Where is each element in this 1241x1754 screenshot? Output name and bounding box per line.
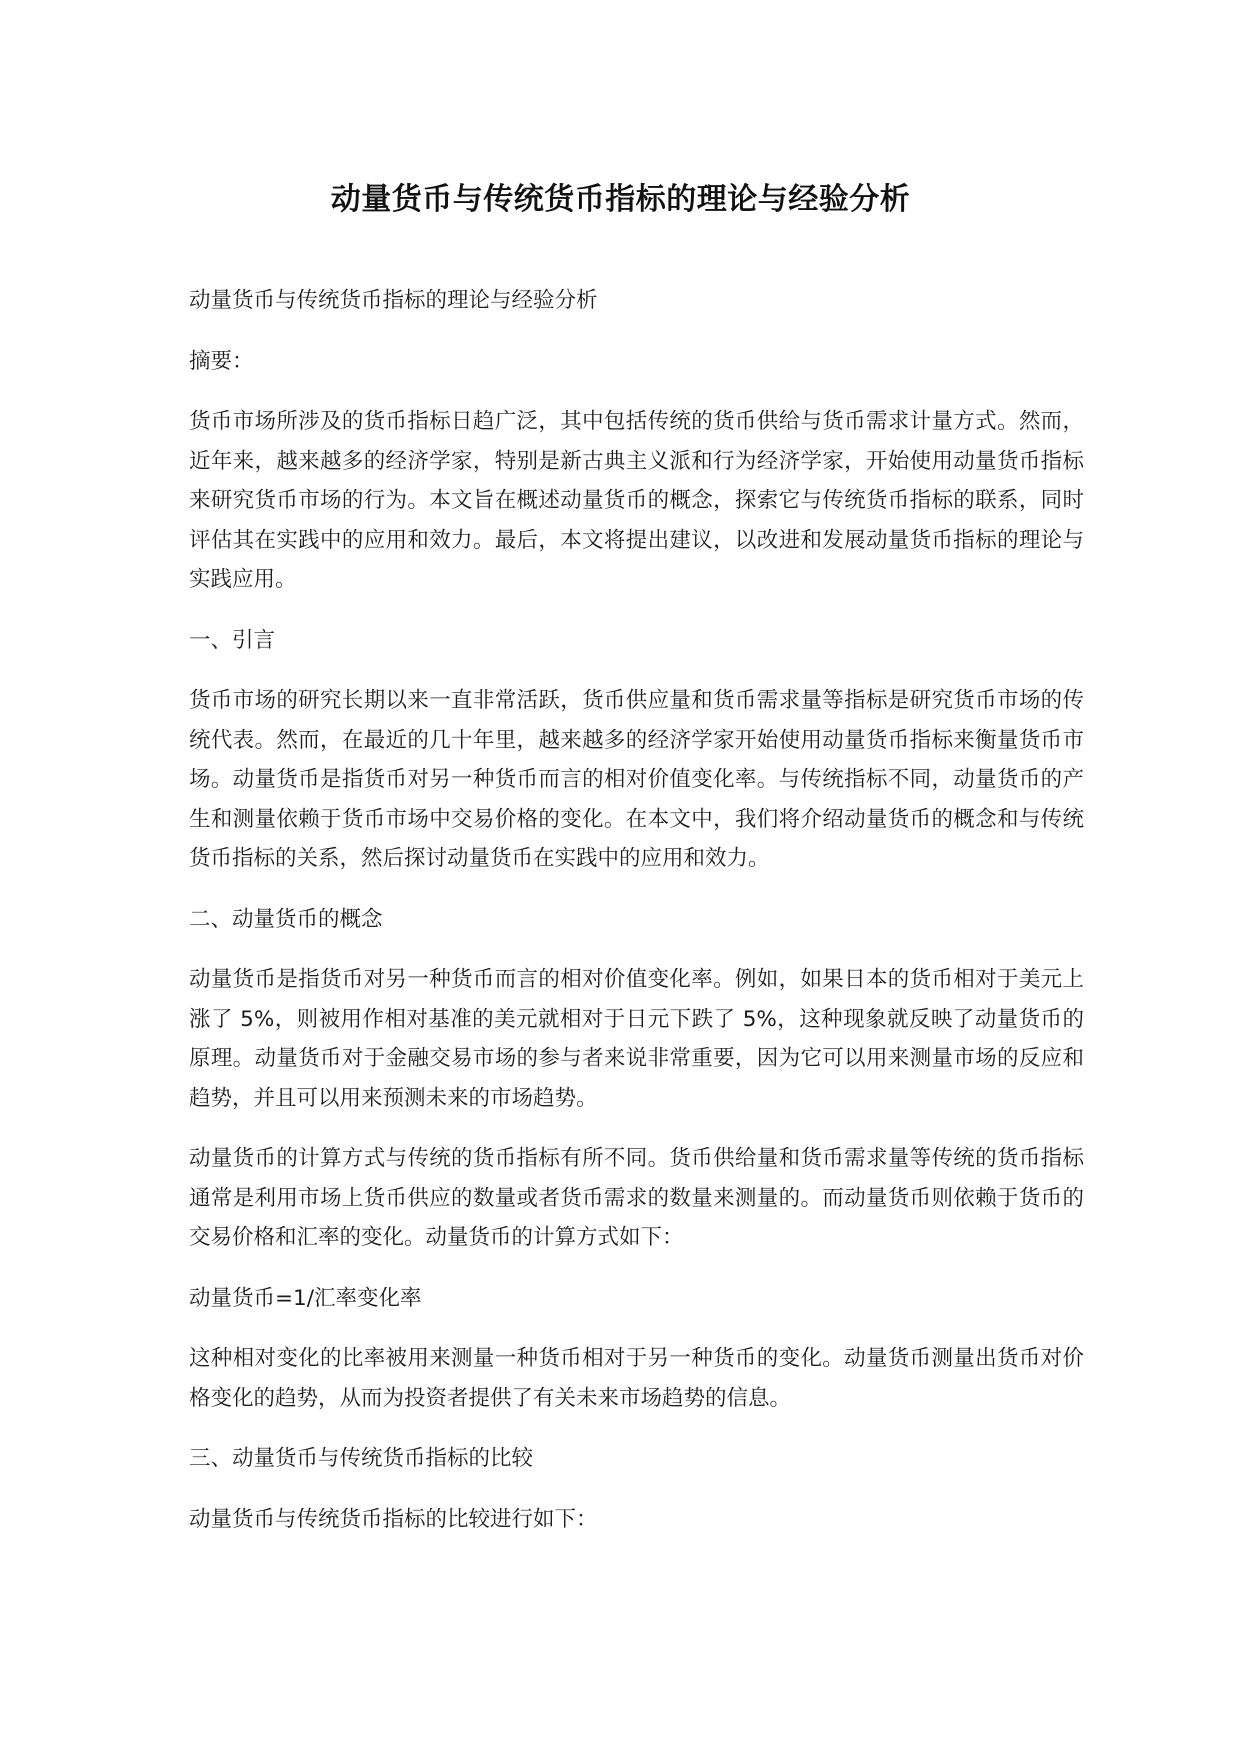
section-heading-comparison: 三、动量货币与传统货币指标的比较 [189,1446,534,1471]
formula-paragraph: 动量货币=1/汇率变化率 [189,1285,422,1311]
concept-paragraph-2: 动量货币的计算方式与传统的货币指标有所不同。货币供给量和货币需求量等传统的货币指标通常是利用市场上货币供应的数量或者货币需求的数量来测量的。而动量货币则依赖于货币的交易价格和汇率的变化。动量货币的计算方式如下： [189,1146,1084,1250]
document-title: 动量货币与传统货币指标的理论与经验分析 [330,182,911,217]
abstract-heading: 摘要： [189,348,254,374]
subtitle-paragraph: 动量货币与传统货币指标的理论与经验分析 [189,288,598,313]
introduction-paragraph: 货币市场的研究长期以来一直非常活跃，货币供应量和货币需求量等指标是研究货币市场的传统代表。然而，在最近的几十年里，越来越多的经济学家开始使用动量货币指标来衡量货币市场。动量货币是指货币对另一种货币而言的相对价值变化率。与传统指标不同，动量货币的产生和测量依赖于货币市场中交易价格的变化。在本文中，我们将介绍动量货币的概念和与传统货币指标的关系，然后探讨动量货币在实践中的应用和效力。 [189,688,1084,871]
concept-paragraph-3: 这种相对变化的比率被用来测量一种货币相对于另一种货币的变化。动量货币测量出货币对价格变化的趋势，从而为投资者提供了有关未来市场趋势的信息。 [189,1346,1084,1411]
document-body [189,281,1084,1560]
comparison-paragraph: 动量货币与传统货币指标的比较进行如下： [189,1506,598,1532]
section-heading-introduction: 一、引言 [189,627,276,653]
abstract-paragraph: 货币市场所涉及的货币指标日趋广泛，其中包括传统的货币供给与货币需求计量方式。然而，近年来，越来越多的经济学家，特别是新古典主义派和行为经济学家，开始使用动量货币指标来研究货币市场的行为。本文旨在概述动量货币的概念，探索它与传统货币指标的联系，同时评估其在实践中的应用和效力。最后，本文将提出建议，以改进和发展动量货币指标的理论与实践应用。 [189,409,1084,592]
section-heading-concept: 二、动量货币的概念 [189,906,383,932]
concept-paragraph-1: 动量货币是指货币对另一种货币而言的相对价值变化率。例如，如果日本的货币相对于美元上涨了 5%，则被用作相对基准的美元就相对于日元下跌了 5%，这种现象就反映了动量货币的原理。动量货币对于金融交易市场的参与者来说非常重要，因为它可以用来测量市场的反应和趋势，并且可以用来预测未来的市场趋势。 [189,967,1084,1111]
